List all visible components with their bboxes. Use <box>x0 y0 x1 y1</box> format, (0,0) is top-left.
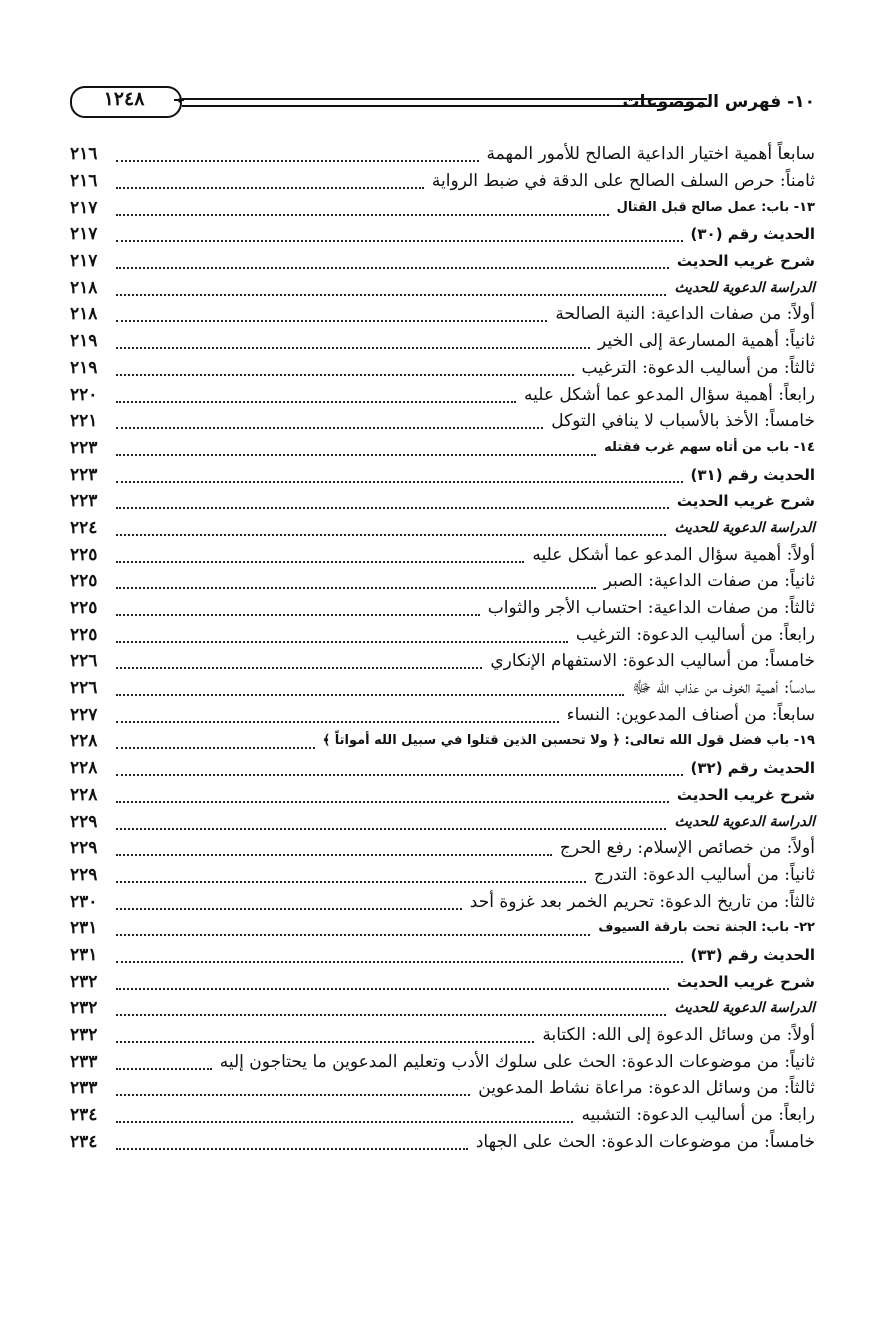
toc-entry-page: ٢٢٣ <box>70 491 98 512</box>
dot-leader <box>116 653 482 669</box>
toc-entry <box>70 1128 815 1155</box>
dot-leader <box>116 867 586 883</box>
toc-entry-title: ثانياً: من أساليب الدعوة: التدرج <box>593 864 815 885</box>
toc-entry <box>70 328 815 355</box>
toc-entry-title: الدراسة الدعوية للحديث <box>674 813 815 830</box>
toc-entry-page: ٢٢٣ <box>70 464 98 485</box>
dot-leader <box>116 493 669 509</box>
toc-entry-title: رابعاً: من أساليب الدعوة: التشبيه <box>581 1105 815 1126</box>
toc-entry-title: ٢٢- باب: الجنة تحت بارقة السيوف <box>598 920 815 936</box>
toc-entry-page: ٢١٦ <box>70 144 98 165</box>
dot-leader <box>116 360 574 376</box>
toc-entry-page: ٢١٩ <box>70 357 98 378</box>
dot-leader <box>116 707 559 723</box>
toc-entry <box>70 942 815 969</box>
dot-leader <box>116 467 683 483</box>
toc-entry-page: ٢٢٠ <box>70 384 98 405</box>
toc-entry-page: ٢٢٥ <box>70 624 98 645</box>
dot-leader <box>116 1107 573 1123</box>
toc-entry-page: ٢٢٩ <box>70 811 98 832</box>
toc-entry <box>70 488 815 515</box>
toc-entry-page: ٢٣٣ <box>70 1078 98 1099</box>
toc-entry-title: أولاً: من خصائص الإسلام: رفع الحرج <box>559 838 815 859</box>
dot-leader <box>116 1080 470 1096</box>
page-header <box>70 86 815 126</box>
toc-entry <box>70 274 815 301</box>
toc-entry <box>70 541 815 568</box>
toc-entry-title: الحديث رقم (٣١) <box>690 465 815 484</box>
toc-entry-page: ٢٢٨ <box>70 731 98 752</box>
toc-entry <box>70 701 815 728</box>
toc-entry-title: سادساً: أهمية الخوف من عذاب الله ﷻ <box>632 678 815 699</box>
toc-entry <box>70 461 815 488</box>
toc-entry <box>70 728 815 755</box>
toc-entry-title: الحديث رقم (٣٠) <box>690 225 815 244</box>
toc-entry-page: ٢٢٥ <box>70 544 98 565</box>
toc-entry <box>70 168 815 195</box>
toc-entry <box>70 835 815 862</box>
toc-entry-title: شرح غريب الحديث <box>676 252 815 271</box>
toc-entry-page: ٢٣٢ <box>70 971 98 992</box>
dot-leader <box>116 200 609 216</box>
toc-entry-title: الحديث رقم (٣٢) <box>690 759 815 778</box>
toc-entry-title: ١٣- باب: عمل صالح قبل القتال <box>616 199 815 215</box>
toc-entry-page: ٢٢٥ <box>70 571 98 592</box>
toc-entry <box>70 995 815 1022</box>
toc-entry-page: ٢٢٩ <box>70 864 98 885</box>
dot-leader <box>116 787 669 803</box>
toc-entry <box>70 968 815 995</box>
dot-leader <box>116 600 480 616</box>
dot-leader <box>116 760 683 776</box>
toc-entry <box>70 755 815 782</box>
toc-entry-title: ثانياً: من صفات الداعية: الصبر <box>603 571 815 592</box>
toc-entry-page: ٢١٧ <box>70 224 98 245</box>
dot-leader <box>116 253 669 269</box>
toc-entry-page: ٢٢١ <box>70 411 98 432</box>
toc-entry <box>70 381 815 408</box>
dot-leader <box>116 1054 212 1070</box>
toc-entry <box>70 408 815 435</box>
toc-entry <box>70 648 815 675</box>
toc-entry-title: أولاً: أهمية سؤال المدعو عما أشكل عليه <box>532 544 815 565</box>
dot-leader <box>116 680 624 696</box>
dot-leader <box>116 947 683 963</box>
dot-leader <box>116 974 669 990</box>
toc-entry <box>70 355 815 382</box>
toc-entry-page: ٢٢٨ <box>70 758 98 779</box>
toc-entry <box>70 915 815 942</box>
toc-entry-title: شرح غريب الحديث <box>676 492 815 511</box>
dot-leader <box>116 146 479 162</box>
toc-entry <box>70 221 815 248</box>
toc-entry-page: ٢٣١ <box>70 918 98 939</box>
toc-entry-page: ٢٣٣ <box>70 1051 98 1072</box>
dot-leader <box>116 814 666 830</box>
toc-entry <box>70 435 815 462</box>
toc-entry-title: ثالثاً: من صفات الداعية: احتساب الأجر والثواب <box>487 598 815 619</box>
toc-entry-title: شرح غريب الحديث <box>676 785 815 804</box>
toc-entry-page: ٢٢٤ <box>70 517 98 538</box>
toc-entry-title: الحديث رقم (٣٣) <box>690 945 815 964</box>
toc-entry-title: الدراسة الدعوية للحديث <box>674 279 815 296</box>
toc-entry <box>70 595 815 622</box>
toc-entry <box>70 248 815 275</box>
toc-entry-page: ٢٢٩ <box>70 838 98 859</box>
dot-leader <box>116 733 315 749</box>
header-title: ١٠- فهرس الموضوعات <box>622 92 815 112</box>
dot-leader <box>116 333 590 349</box>
dot-leader <box>116 306 547 322</box>
toc-entry-page: ٢٢٣ <box>70 437 98 458</box>
toc-entry <box>70 141 815 168</box>
table-of-contents <box>70 141 815 1155</box>
toc-entry-page: ٢٣٢ <box>70 1025 98 1046</box>
toc-entry-title: ثانياً: من موضوعات الدعوة: الحث على سلوك الأدب وتعليم المدعوين ما يحتاجون إليه <box>219 1051 815 1072</box>
toc-entry-page: ٢١٧ <box>70 251 98 272</box>
toc-entry-page: ٢١٨ <box>70 304 98 325</box>
toc-entry-title: ثانياً: أهمية المسارعة إلى الخير <box>597 331 815 352</box>
toc-entry-title: ثالثاً: من تاريخ الدعوة: تحريم الخمر بعد غزوة أحد <box>469 891 815 912</box>
dot-leader <box>116 226 683 242</box>
toc-entry <box>70 515 815 542</box>
dot-leader <box>116 1027 534 1043</box>
page-number: ١٢٤٨ <box>103 88 145 110</box>
toc-entry-title: سابعاً أهمية اختيار الداعية الصالح للأمور المهمة <box>486 144 815 165</box>
toc-entry-title: ثامناً: حرص السلف الصالح على الدقة في ضبط الرواية <box>431 171 815 192</box>
toc-entry-title: أولاً: من صفات الداعية: النية الصالحة <box>555 304 815 325</box>
toc-entry-page: ٢٣١ <box>70 944 98 965</box>
toc-entry <box>70 888 815 915</box>
toc-entry-page: ٢٣٠ <box>70 891 98 912</box>
toc-entry <box>70 1048 815 1075</box>
toc-entry-title: الدراسة الدعوية للحديث <box>674 519 815 536</box>
toc-entry-title: ثالثاً: من وسائل الدعوة: مراعاة نشاط المدعوين <box>478 1078 815 1099</box>
header-rule <box>182 98 707 107</box>
toc-entry-page: ٢٢٦ <box>70 651 98 672</box>
dot-leader <box>116 573 596 589</box>
dot-leader <box>116 920 590 936</box>
toc-entry-title: سابعاً: من أصناف المدعوين: النساء <box>566 704 815 725</box>
toc-entry-title: ثالثاً: من أساليب الدعوة: الترغيب <box>581 357 815 378</box>
toc-entry-title: ١٩- باب فضل قول الله تعالى: ﴿ ولا تحسبن الذين قتلوا في سبيل الله أمواتاً ﴾ <box>322 733 815 749</box>
toc-entry <box>70 194 815 221</box>
toc-entry <box>70 1022 815 1049</box>
dot-leader <box>116 173 424 189</box>
dot-leader <box>116 413 543 429</box>
toc-entry-title: رابعاً: من أساليب الدعوة: الترغيب <box>575 624 815 645</box>
dot-leader <box>116 627 568 643</box>
toc-entry-title: خامساً: من أساليب الدعوة: الاستفهام الإنكاري <box>490 651 815 672</box>
dot-leader <box>116 1000 666 1016</box>
dot-leader <box>116 1134 468 1150</box>
toc-entry-title: خامساً: من موضوعات الدعوة: الحث على الجهاد <box>475 1131 815 1152</box>
toc-entry-page: ٢١٧ <box>70 197 98 218</box>
dot-leader <box>116 840 552 856</box>
toc-entry <box>70 675 815 702</box>
toc-entry-page: ٢٢٨ <box>70 784 98 805</box>
dot-leader <box>116 387 516 403</box>
toc-entry <box>70 301 815 328</box>
toc-entry-page: ٢١٨ <box>70 277 98 298</box>
dot-leader <box>116 280 666 296</box>
toc-entry-page: ٢٣٤ <box>70 1105 98 1126</box>
toc-entry <box>70 621 815 648</box>
toc-entry <box>70 1075 815 1102</box>
toc-entry <box>70 862 815 889</box>
toc-entry-page: ٢٢٥ <box>70 598 98 619</box>
toc-entry <box>70 1102 815 1129</box>
toc-entry-page: ٢٢٦ <box>70 678 98 699</box>
toc-entry-page: ٢٢٧ <box>70 704 98 725</box>
toc-entry-title: خامساً: الأخذ بالأسباب لا ينافي التوكل <box>551 411 815 432</box>
toc-entry-title: ١٤- باب من أتاه سهم غرب فقتله <box>604 439 815 455</box>
dot-leader <box>116 520 666 536</box>
toc-entry-title: رابعاً: أهمية سؤال المدعو عما أشكل عليه <box>523 384 815 405</box>
toc-entry-title: أولاً: من وسائل الدعوة إلى الله: الكتابة <box>542 1025 815 1046</box>
toc-entry-page: ٢٣٢ <box>70 998 98 1019</box>
toc-entry <box>70 782 815 809</box>
dot-leader <box>116 894 462 910</box>
toc-entry-page: ٢١٦ <box>70 171 98 192</box>
dot-leader <box>116 547 524 563</box>
toc-entry <box>70 808 815 835</box>
dot-leader <box>116 440 596 456</box>
toc-entry-title: شرح غريب الحديث <box>676 972 815 991</box>
toc-entry-page: ٢٣٤ <box>70 1131 98 1152</box>
toc-entry-page: ٢١٩ <box>70 331 98 352</box>
toc-entry <box>70 568 815 595</box>
toc-entry-title: الدراسة الدعوية للحديث <box>674 1000 815 1017</box>
